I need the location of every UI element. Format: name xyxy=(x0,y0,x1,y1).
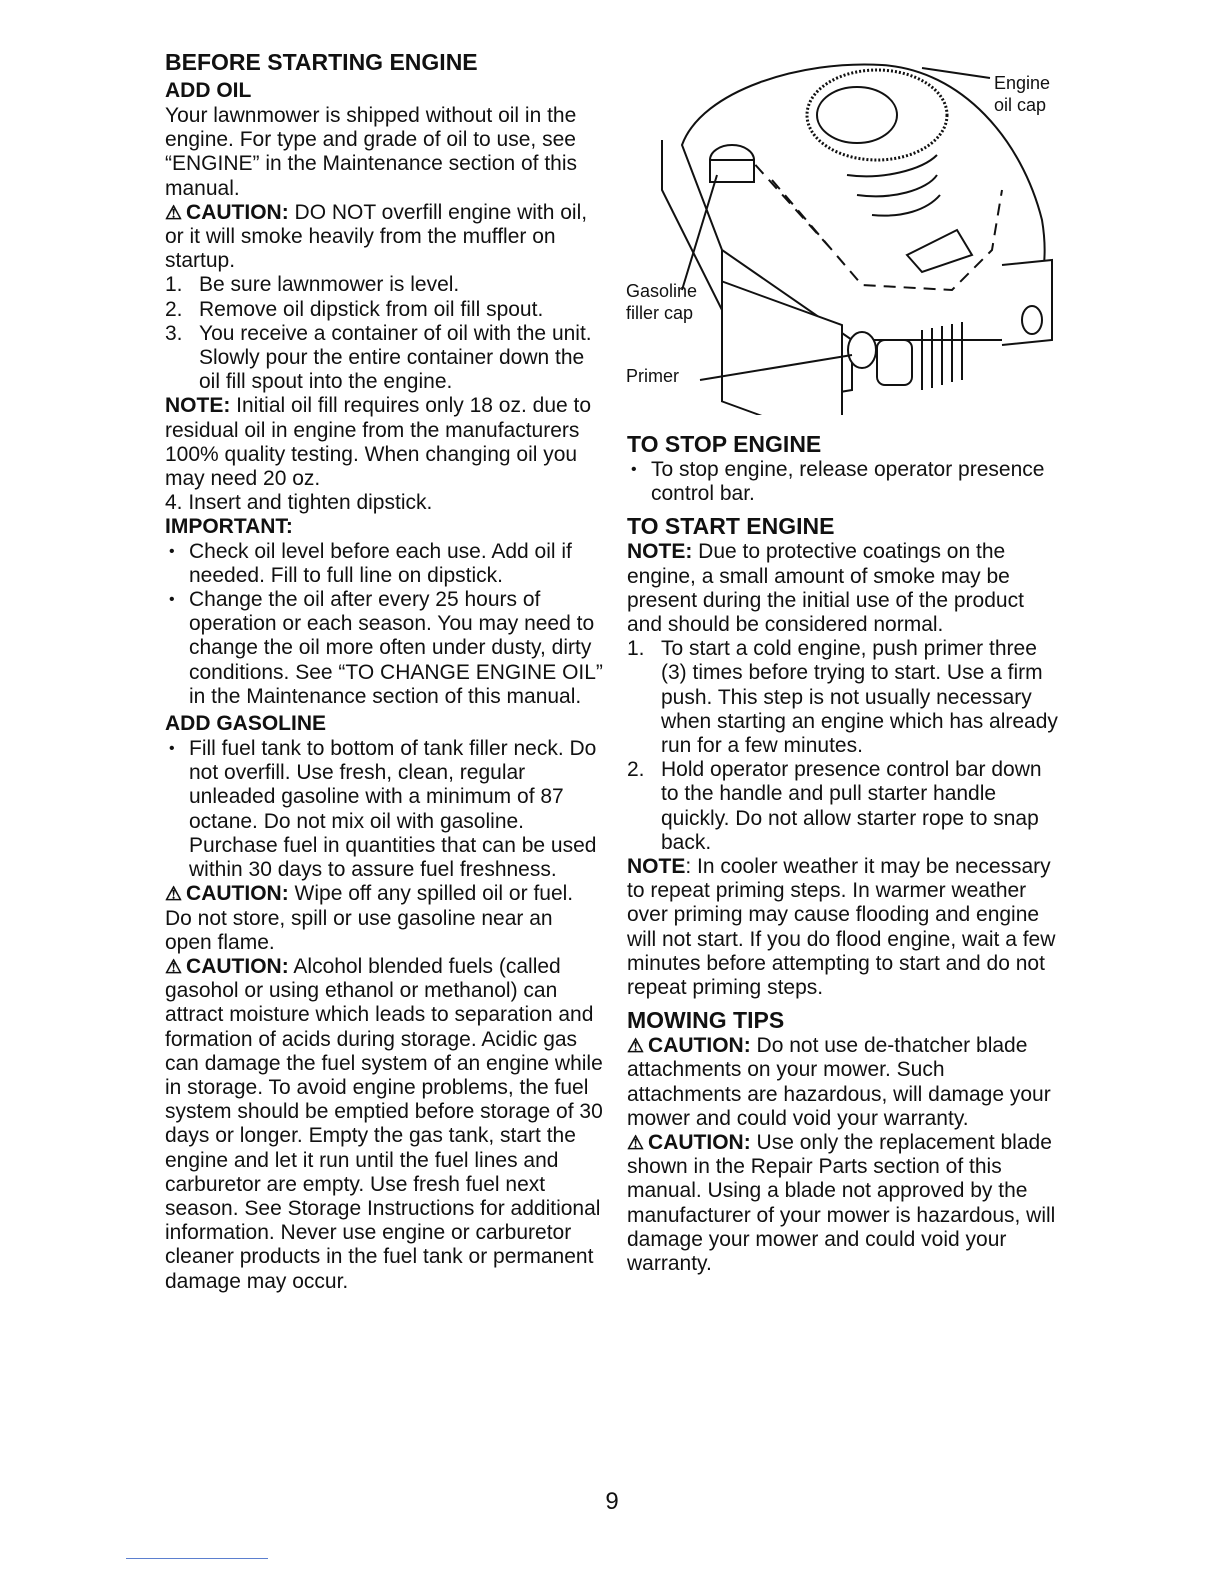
note-label: NOTE: xyxy=(627,540,693,564)
caution-label: CAUTION: xyxy=(186,882,289,906)
caution-label: CAUTION: xyxy=(648,1034,751,1058)
spark-plug xyxy=(1022,306,1042,334)
list-item: • Fill fuel tank to bottom of tank filler neck. Do not overfill. Use fresh, clean, regular unleaded gasoline with a minimum of 87 octane. Do not mix oil with gasoline. Purchase fuel in quantities that can be used within 30 days to assure fuel freshness. xyxy=(165,737,605,882)
step-4: 4. Insert and tighten dipstick. xyxy=(165,491,433,515)
oil-steps-list xyxy=(165,273,605,394)
footer-rule xyxy=(126,1558,268,1559)
heading-to-start-engine: TO START ENGINE xyxy=(627,513,835,540)
section-heading-before-starting: BEFORE STARTING ENGINE xyxy=(165,49,478,75)
caution-dethatcher xyxy=(627,1034,1062,1131)
caution-spill xyxy=(165,882,605,955)
engine-illustration xyxy=(622,50,1062,415)
gasoline-bullets xyxy=(165,737,605,882)
caution-text: DO NOT overfill engine with oil, or it will smoke heavily from the muffler on startup. xyxy=(165,200,588,273)
list-item: 2. Remove oil dipstick from oil fill spout. xyxy=(165,297,544,321)
caution-text: Do not use de-thatcher blade attachments on your mower. Such attachments are hazardous, will damage your mower and could void your warranty. xyxy=(627,1034,1051,1130)
primer-housing xyxy=(877,340,912,385)
list-item: • To stop engine, release operator presence control bar. xyxy=(627,458,1062,506)
important-bullets xyxy=(165,540,605,709)
note-label: NOTE xyxy=(627,855,686,879)
subheading-add-gasoline: ADD GASOLINE xyxy=(165,712,327,736)
subheading-add-oil: ADD OIL xyxy=(165,79,252,102)
warning-triangle-icon: ⚠ xyxy=(627,1036,645,1058)
list-item: 1. Be sure lawnmower is level. xyxy=(165,273,460,297)
label-primer: Primer xyxy=(626,366,679,386)
caution-overfill xyxy=(165,201,605,274)
page-number: 9 xyxy=(605,1488,619,1515)
note-label: NOTE: xyxy=(165,394,231,418)
start-note xyxy=(627,540,1062,637)
engine-oil-cap xyxy=(817,87,897,143)
warning-triangle-icon: ⚠ xyxy=(165,202,183,224)
caution-text: Use only the replacement blade shown in the Repair Parts section of this manual. Using a blade not approved by the manufacturer of your mower is hazardous, will damage your mower and could void your warranty. xyxy=(627,1131,1056,1276)
list-item: 2. Hold operator presence control bar down to the handle and pull starter handle quickly. Do not allow starter rope to snap back. xyxy=(627,758,1042,854)
caution-text: Alcohol blended fuels (called gasohol or using ethanol or methanol) can attract moisture which leads to separation and formation of acids during storage. Acidic gas can damage the fuel system of an engine while in storage. To avoid engine problems, the fuel system should be emptied before storage of 30 days or longer. Empty the gas tank, start the engine and let it run until the fuel lines and carburetor are empty. Use fresh fuel next season. See Storage Instructions for additional information. Never use engine or carburetor cleaner products in the fuel tank or permanent damage may occur. xyxy=(165,954,603,1293)
stop-bullets xyxy=(627,458,1062,506)
warning-triangle-icon: ⚠ xyxy=(165,884,183,906)
label-engine-oil-cap: Engine oil cap xyxy=(994,73,1051,115)
note-text: Initial oil fill requires only 18 oz. due to residual oil in engine from the manufacturers 100% quality testing. When changing oil you may need 20 oz. xyxy=(165,394,592,491)
primer-button xyxy=(848,332,876,368)
list-item: • Change the oil after every 25 hours of operation or each season. You may need to change the oil more often under dusty, dirty conditions. See “TO CHANGE ENGINE OIL” in the Maintenance section of this manual. xyxy=(165,588,605,709)
warning-triangle-icon: ⚠ xyxy=(627,1133,645,1155)
add-oil-intro: Your lawnmower is shipped without oil in the engine. For type and grade of oil to use, see “ENGINE” in the Maintenance section of this manual. xyxy=(165,104,578,200)
caution-text: Wipe off any spilled oil or fuel. Do not store, spill or use gasoline near an open flame. xyxy=(165,882,574,954)
label-gasoline-filler-cap: Gasoline filler cap xyxy=(626,281,698,323)
caution-replacement-blade xyxy=(627,1131,1062,1276)
caution-label: CAUTION: xyxy=(648,1131,751,1155)
note-text: Due to protective coatings on the engine, a small amount of smoke may be present during the initial use of the product and should be considered normal. xyxy=(627,540,1024,637)
caution-label: CAUTION: xyxy=(186,954,289,978)
list-item: 1. To start a cold engine, push primer three (3) times before trying to start. Use a firm push. This step is not usually necessary when starting an engine which has already run for a few minutes. xyxy=(627,637,1058,758)
list-item: 3. You receive a container of oil with the unit. Slowly pour the entire container down the oil fill spout into the engine. xyxy=(165,321,592,394)
oil-note xyxy=(165,394,605,491)
note-text: : In cooler weather it may be necessary to repeat priming steps. In warmer weather over priming may cause flooding and engine will not start. If you do flood engine, wait a few minutes before attempting to start and do not repeat priming steps. xyxy=(627,855,1056,1000)
heading-to-stop-engine: TO STOP ENGINE xyxy=(627,431,822,457)
list-item: • Check oil level before each use. Add oil if needed. Fill to full line on dipstick. xyxy=(165,540,605,588)
heading-mowing-tips: MOWING TIPS xyxy=(627,1007,785,1034)
start-steps-list xyxy=(627,637,1062,855)
caution-alcohol-fuels xyxy=(165,955,605,1294)
caution-label: CAUTION: xyxy=(186,200,289,224)
left-column xyxy=(165,48,605,1294)
important-label: IMPORTANT: xyxy=(165,515,293,539)
cold-weather-note xyxy=(627,855,1062,1000)
right-column xyxy=(627,430,1062,1276)
warning-triangle-icon: ⚠ xyxy=(165,956,183,978)
